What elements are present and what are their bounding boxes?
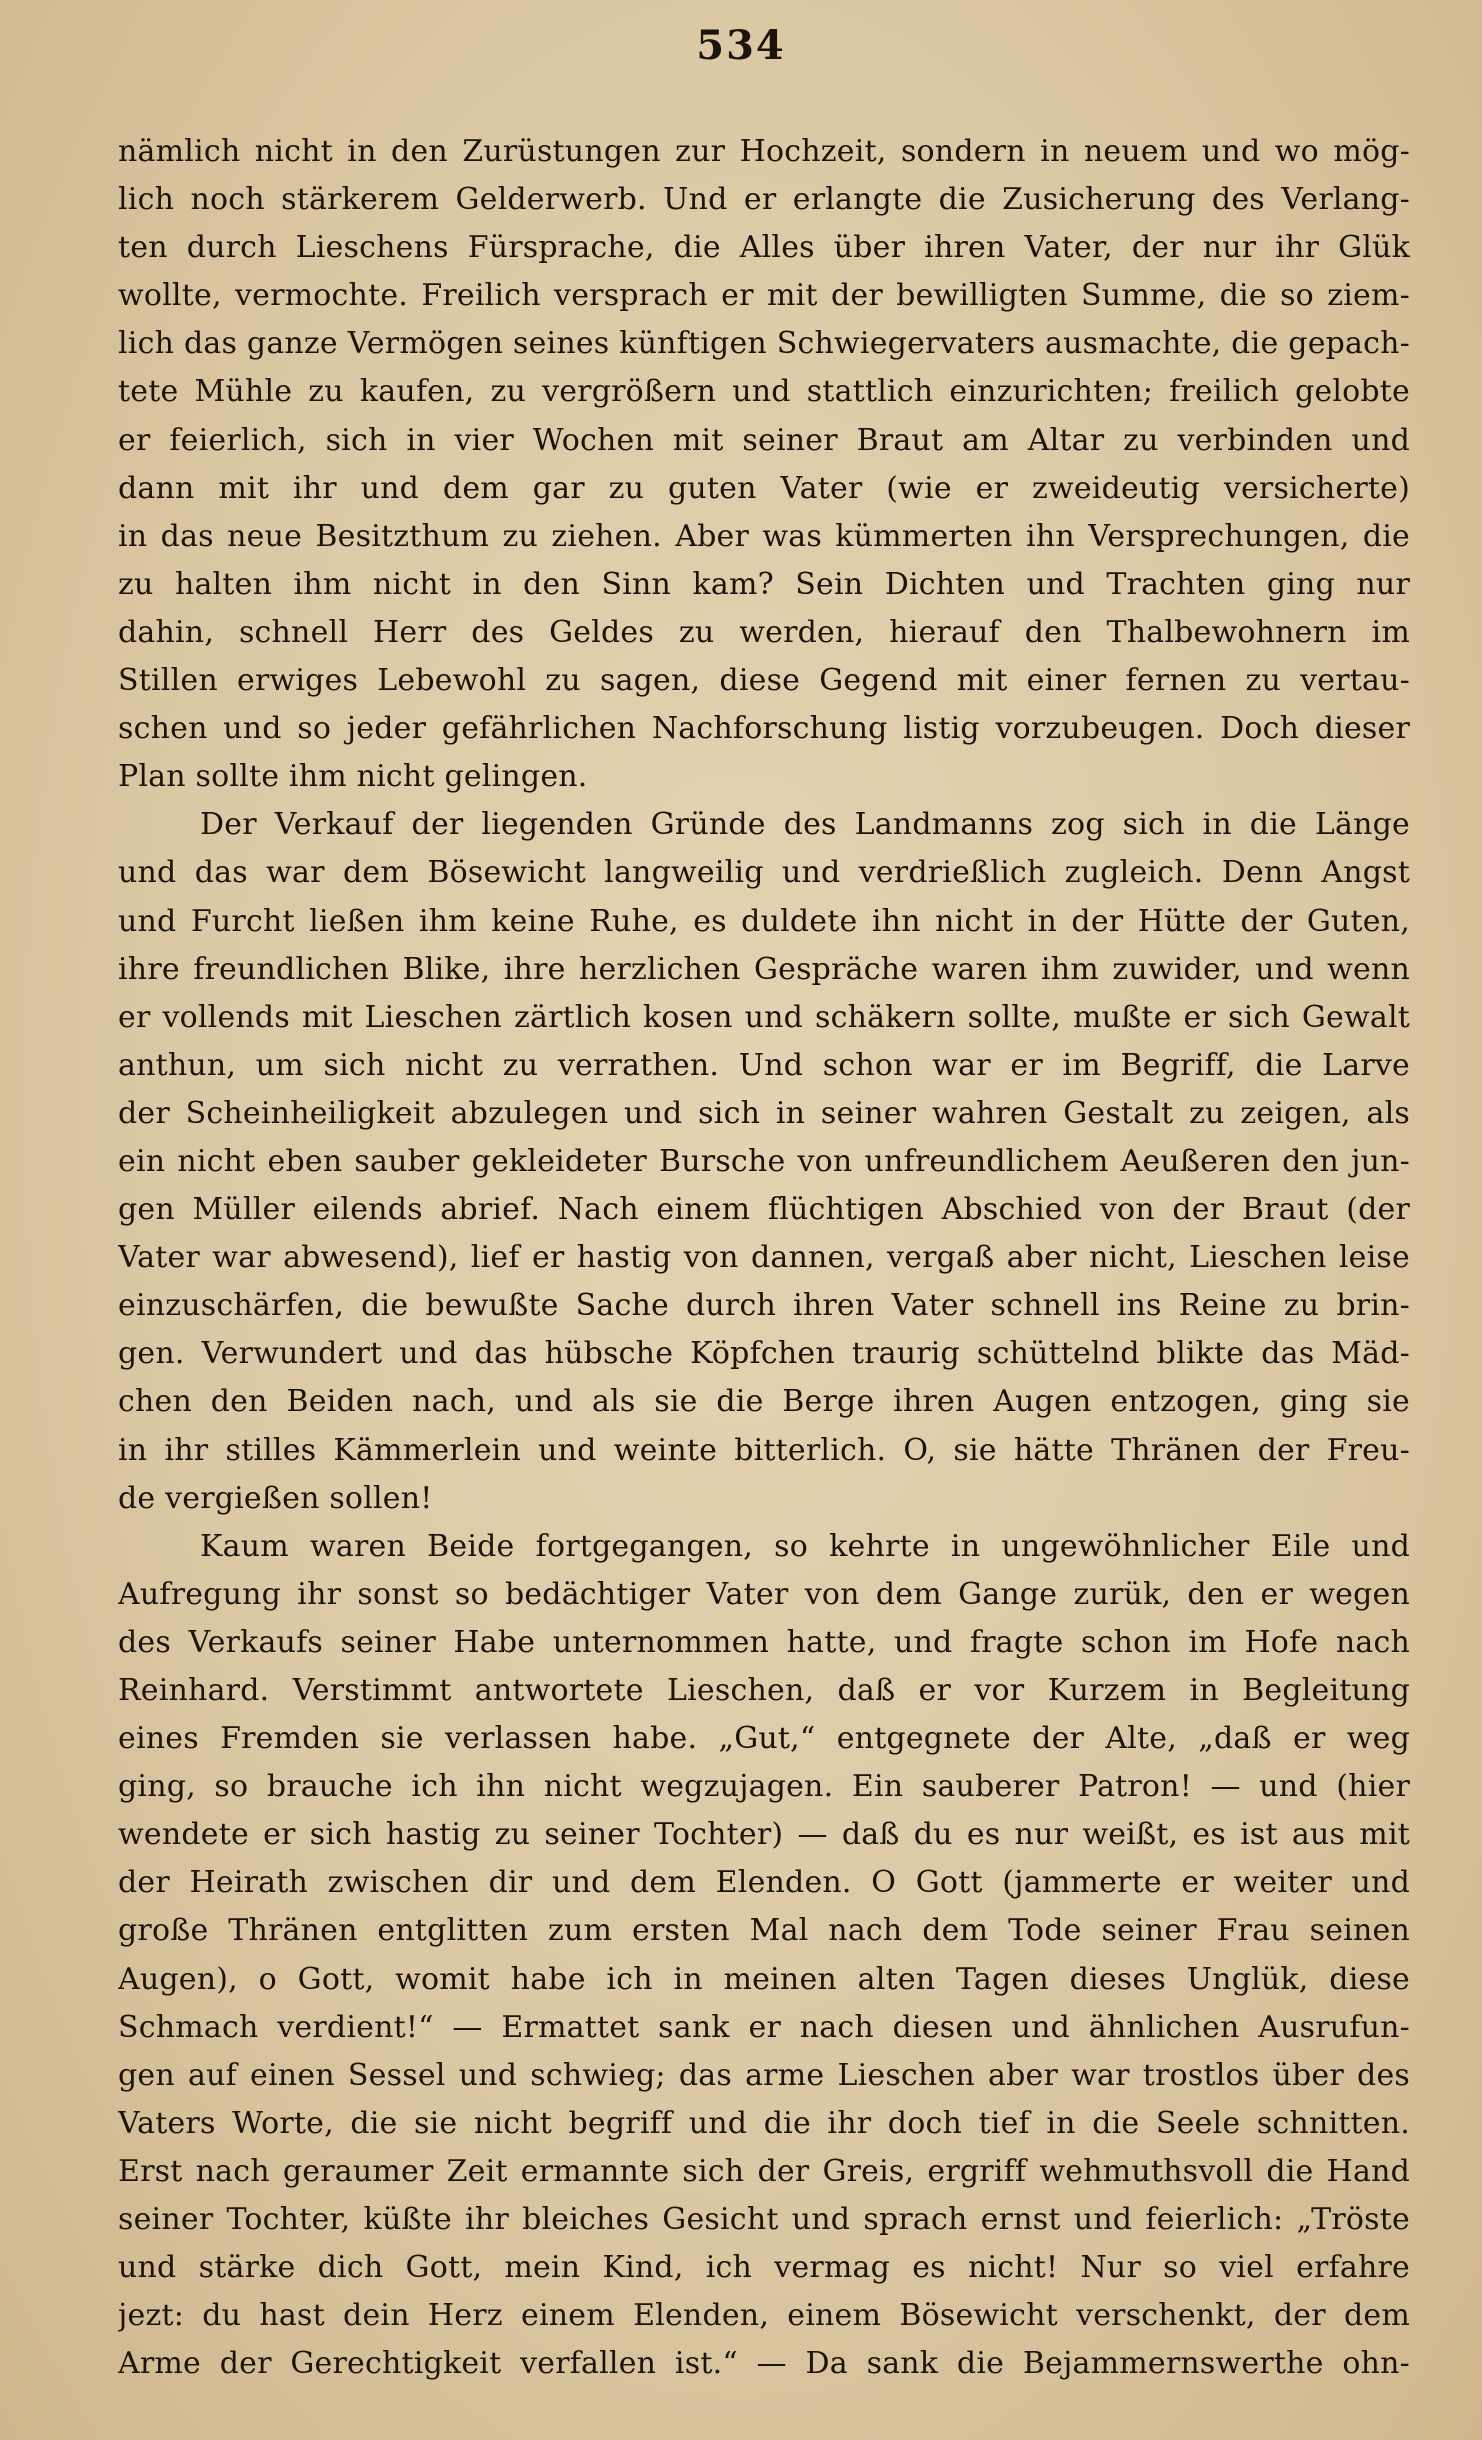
text-line: ein nicht eben sauber gekleideter Bursche von unfreundlichem Aeußeren den jun- <box>118 1143 1410 1179</box>
text-line: ihre freundlichen Blike, ihre herzlichen Gespräche waren ihm zuwider, und wenn <box>118 951 1410 987</box>
text-line: Aufregung ihr sonst so bedächtiger Vater von dem Gange zurük, den er wegen <box>118 1576 1410 1612</box>
paragraph-start-line: Der Verkauf der liegenden Gründe des Landmanns zog sich in die Länge <box>200 807 1410 843</box>
text-line: er feierlich, sich in vier Wochen mit seiner Braut am Altar zu verbinden und <box>118 422 1410 458</box>
text-line: der Scheinheiligkeit abzulegen und sich in seiner wahren Gestalt zu zeigen, als <box>118 1095 1410 1131</box>
text-line: eines Fremden sie verlassen habe. „Gut,“ entgegnete der Alte, „daß er weg <box>118 1721 1410 1757</box>
text-line: Augen), o Gott, womit habe ich in meinen alten Tagen dieses Unglük, diese <box>118 1961 1410 1997</box>
text-line: lich das ganze Vermögen seines künftigen Schwiegervaters ausmachte, die gepach- <box>118 326 1410 362</box>
paragraph-start-line: Kaum waren Beide fortgegangen, so kehrte in ungewöhnlicher Eile und <box>200 1528 1410 1564</box>
text-line: seiner Tochter, küßte ihr bleiches Gesicht und sprach ernst und feierlich: „Tröste <box>118 2202 1410 2238</box>
text-line: gen Müller eilends abrief. Nach einem flüchtigen Abschied von der Braut (der <box>118 1192 1410 1228</box>
text-line: lich noch stärkerem Gelderwerb. Und er erlangte die Zusicherung des Verlang- <box>118 182 1410 218</box>
text-line: Schmach verdient!“ — Ermattet sank er nach diesen und ähnlichen Ausrufun- <box>118 2009 1410 2045</box>
text-line: gen. Verwundert und das hübsche Köpfchen traurig schüttelnd blikte das Mäd- <box>118 1336 1410 1372</box>
text-line: dahin, schnell Herr des Geldes zu werden, hierauf den Thalbewohnern im <box>118 614 1410 650</box>
text-line: gen auf einen Sessel und schwieg; das arme Lieschen aber war trostlos über des <box>118 2057 1410 2093</box>
page-number: 534 <box>696 22 786 69</box>
text-line: zu halten ihm nicht in den Sinn kam? Sein Dichten und Trachten ging nur <box>118 566 1410 602</box>
text-line: in das neue Besitzthum zu ziehen. Aber was kümmerten ihn Versprechungen, die <box>118 518 1410 554</box>
paragraph-end-line: Plan sollte ihm nicht gelingen. <box>118 759 588 795</box>
text-line: er vollends mit Lieschen zärtlich kosen und schäkern sollte, mußte er sich Gewalt <box>118 999 1410 1035</box>
text-line: Reinhard. Verstimmt antwortete Lieschen, daß er vor Kurzem in Begleitung <box>118 1673 1410 1708</box>
text-line: und das war dem Bösewicht langweilig und verdrießlich zugleich. Denn Angst <box>118 855 1410 891</box>
text-line: und Furcht ließen ihm keine Ruhe, es duldete ihn nicht in der Hütte der Guten, <box>118 903 1410 939</box>
paragraph-end-line: de vergießen sollen! <box>118 1480 433 1516</box>
text-line: wollte, vermochte. Freilich versprach er mit der bewilligten Summe, die so ziem- <box>118 278 1410 314</box>
text-line: nämlich nicht in den Zurüstungen zur Hochzeit, sondern in neuem und wo mög- <box>118 134 1410 169</box>
text-line: chen den Beiden nach, und als sie die Berge ihren Augen entzogen, ging sie <box>118 1384 1410 1420</box>
text-line: jezt: du hast dein Herz einem Elenden, einem Bösewicht verschenkt, der dem <box>118 2298 1410 2334</box>
text-line: der Heirath zwischen dir und dem Elenden. O Gott (jammerte er weiter und <box>118 1865 1410 1901</box>
text-line: große Thränen entglitten zum ersten Mal nach dem Tode seiner Frau seinen <box>118 1913 1410 1949</box>
text-line: tete Mühle zu kaufen, zu vergrößern und stattlich einzurichten; freilich gelobte <box>118 374 1410 410</box>
body-text <box>118 128 1410 2388</box>
text-line: Erst nach geraumer Zeit ermannte sich der Greis, ergriff wehmuthsvoll die Hand <box>118 2153 1410 2189</box>
text-line: ten durch Lieschens Fürsprache, die Alles über ihren Vater, der nur ihr Glük <box>118 230 1410 266</box>
text-line: Vaters Worte, die sie nicht begriff und die ihr doch tief in die Seele schnitten. <box>118 2105 1410 2141</box>
text-line: Arme der Gerechtigkeit verfallen ist.“ — Da sank die Bejammernswerthe ohn- <box>118 2346 1410 2382</box>
text-line: anthun, um sich nicht zu verrathen. Und schon war er im Begriff, die Larve <box>118 1047 1410 1083</box>
text-line: Stillen erwiges Lebewohl zu sagen, diese Gegend mit einer fernen zu vertau- <box>118 663 1410 699</box>
text-line: des Verkaufs seiner Habe unternommen hatte, und fragte schon im Hofe nach <box>118 1624 1410 1660</box>
text-line: einzuschärfen, die bewußte Sache durch ihren Vater schnell ins Reine zu brin- <box>118 1288 1410 1324</box>
text-line: schen und so jeder gefährlichen Nachforschung listig vorzubeugen. Doch dieser <box>118 711 1410 747</box>
text-line: Vater war abwesend), lief er hastig von dannen, vergaß aber nicht, Lieschen leise <box>118 1240 1410 1276</box>
text-line: dann mit ihr und dem gar zu guten Vater (wie er zweideutig versicherte) <box>118 470 1410 506</box>
text-line: ging, so brauche ich ihn nicht wegzujagen. Ein sauberer Patron! — und (hier <box>118 1769 1410 1805</box>
text-line: wendete er sich hastig zu seiner Tochter) — daß du es nur weißt, es ist aus mit <box>118 1817 1410 1853</box>
text-line: in ihr stilles Kämmerlein und weinte bitterlich. O, sie hätte Thränen der Freu- <box>118 1432 1410 1468</box>
text-line: und stärke dich Gott, mein Kind, ich vermag es nicht! Nur so viel erfahre <box>118 2250 1410 2286</box>
